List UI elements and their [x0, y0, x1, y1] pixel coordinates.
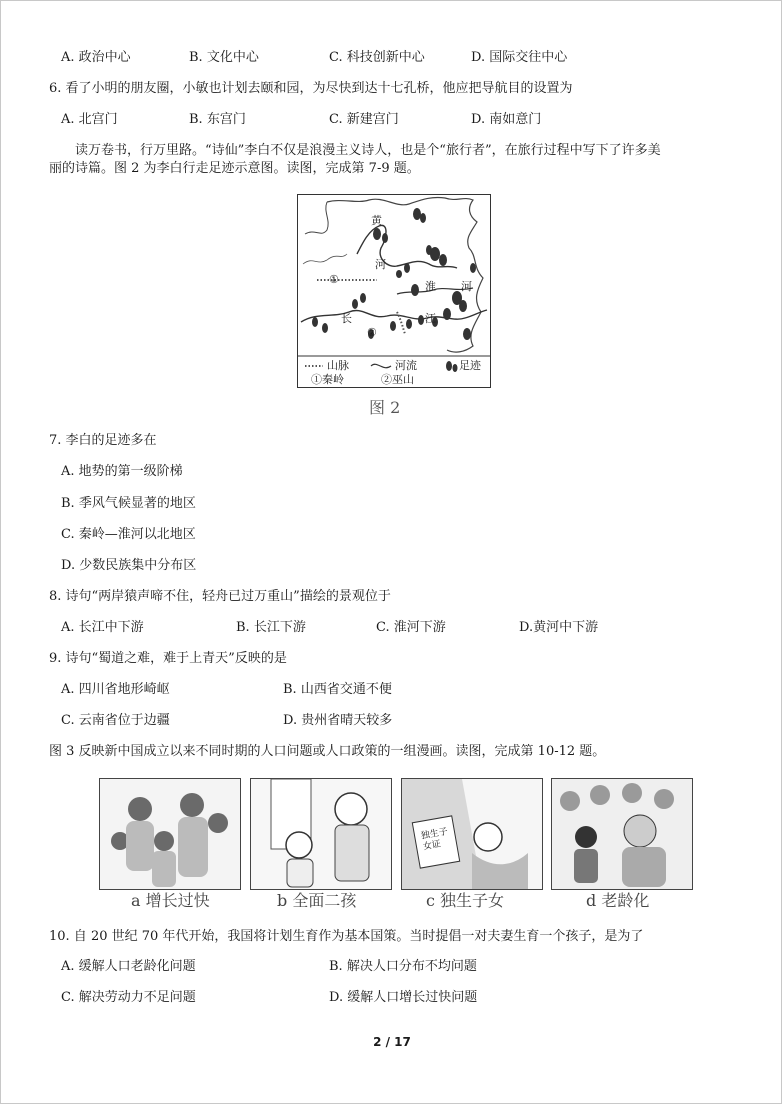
q5-option-b[interactable]: B. 文化中心 [189, 50, 259, 65]
legend-footprint: 足迹 [459, 359, 481, 372]
q7-option-d[interactable]: D. 少数民族集中分布区 [61, 558, 197, 573]
q10-option-c[interactable]: C. 解决劳动力不足问题 [61, 990, 196, 1005]
q10-option-b[interactable]: B. 解决人口分布不均问题 [329, 959, 477, 974]
map-label-he1: 河 [375, 258, 386, 271]
q10-option-d[interactable]: D. 缓解人口增长过快问题 [329, 990, 478, 1005]
comic-panel-b [250, 778, 392, 890]
q6-option-b[interactable]: B. 东宫门 [189, 112, 246, 127]
legend-mountain: 山脉 [327, 359, 349, 372]
legend-river: 河流 [395, 359, 417, 372]
q7-option-c[interactable]: C. 秦岭—淮河以北地区 [61, 527, 196, 542]
legend-qinling: ①秦岭 [311, 373, 344, 386]
intro-10-12: 图 3 反映新中国成立以来不同时期的人口问题或人口政策的一组漫画。读图，完成第 10-12 题。 [49, 744, 606, 759]
comic-caption-c: c 独生子女 [426, 891, 505, 910]
comic-caption-d: d 老龄化 [586, 891, 650, 910]
q5-option-d[interactable]: D. 国际交往中心 [471, 50, 568, 65]
comic-caption-b: b 全面二孩 [277, 891, 357, 910]
q6-option-d[interactable]: D. 南如意门 [471, 112, 542, 127]
figure-2-caption: 图 2 [369, 398, 401, 417]
q8-option-c[interactable]: C. 淮河下游 [376, 620, 446, 635]
q8-stem: 8. 诗句“两岸猿声啼不住，轻舟已过万重山”描绘的景观位于 [49, 589, 391, 604]
figure-2-map [297, 194, 491, 388]
q9-option-a[interactable]: A. 四川省地形崎岖 [61, 682, 170, 697]
comic-panel-a [99, 778, 241, 890]
q6-option-a[interactable]: A. 北宫门 [61, 112, 118, 127]
q7-stem: 7. 李白的足迹多在 [49, 433, 157, 448]
comic-d-drawing [552, 779, 692, 889]
q8-option-a[interactable]: A. 长江中下游 [61, 620, 144, 635]
intro-7-9-line1: 读万卷书，行万里路。“诗仙”李白不仅是浪漫主义诗人，也是个“旅行者”，在旅行过程中写下了许多美 [75, 143, 661, 158]
q9-option-b[interactable]: B. 山西省交通不便 [283, 682, 392, 697]
map-marker-2: ② [367, 326, 377, 339]
map-label-huai: 淮 [425, 280, 436, 293]
certificate-label: 独生子女证 [420, 827, 449, 853]
q9-option-d[interactable]: D. 贵州省晴天较多 [283, 713, 393, 728]
q10-stem: 10. 自 20 世纪 70 年代开始，我国将计划生育作为基本国策。当时提倡一对夫妻生育一个孩子，是为了 [49, 929, 644, 944]
q5-option-a[interactable]: A. 政治中心 [61, 50, 131, 65]
q6-stem: 6. 看了小明的朋友圈，小敏也计划去颐和园，为尽快到达十七孔桥，他应把导航目的设置为 [49, 81, 573, 96]
comic-caption-a: a 增长过快 [131, 891, 210, 910]
legend-wushan: ②巫山 [381, 373, 414, 386]
q8-option-d[interactable]: D.黄河中下游 [519, 620, 599, 635]
map-label-huang: 黄 [371, 214, 382, 227]
map-marker-1: ① [329, 273, 339, 286]
q9-stem: 9. 诗句“蜀道之难，难于上青天”反映的是 [49, 651, 287, 666]
q10-option-a[interactable]: A. 缓解人口老龄化问题 [61, 959, 196, 974]
q9-option-c[interactable]: C. 云南省位于边疆 [61, 713, 170, 728]
comic-panel-d [551, 778, 693, 890]
map-label-he2: 河 [461, 280, 472, 293]
q7-option-b[interactable]: B. 季风气候显著的地区 [61, 496, 196, 511]
comic-panel-c [401, 778, 543, 890]
map-label-chang: 长 [341, 312, 352, 325]
page-number: 2 / 17 [373, 1035, 411, 1049]
comic-a-drawing [100, 779, 240, 889]
q5-option-c[interactable]: C. 科技创新中心 [329, 50, 425, 65]
q6-option-c[interactable]: C. 新建宫门 [329, 112, 399, 127]
map-label-jiang: 江 [425, 312, 436, 325]
q7-option-a[interactable]: A. 地势的第一级阶梯 [61, 464, 183, 479]
intro-7-9-line2: 丽的诗篇。图 2 为李白行走足迹示意图。读图，完成第 7-9 题。 [49, 161, 420, 176]
comic-b-drawing [251, 779, 391, 889]
q8-option-b[interactable]: B. 长江下游 [236, 620, 306, 635]
